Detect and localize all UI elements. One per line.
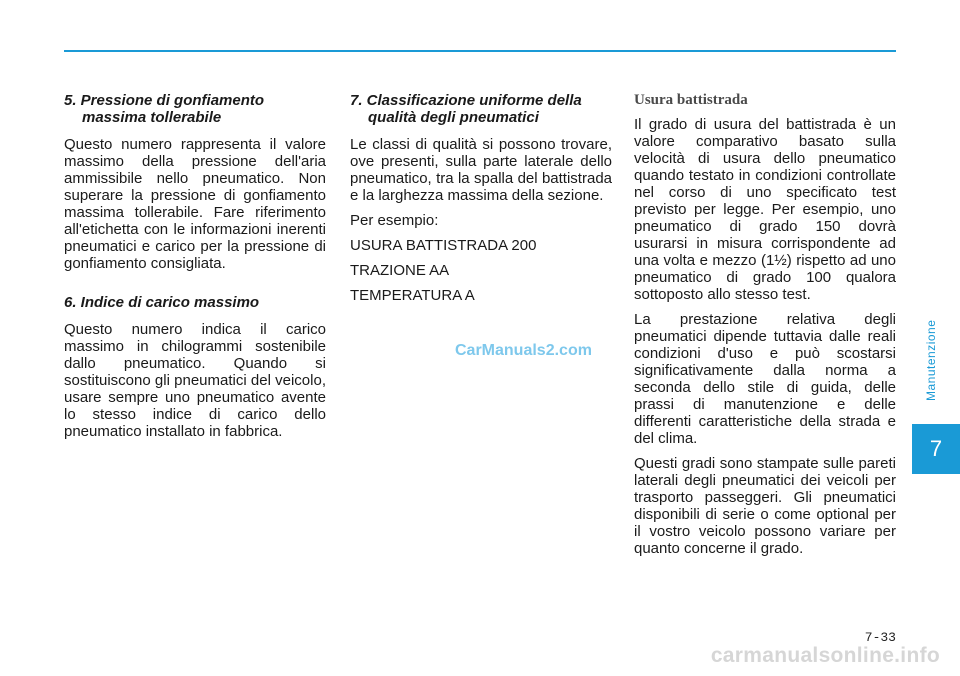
left-column [64,92,326,448]
example-traction: TRAZIONE AA [350,262,450,279]
example-temperature: TEMPERATURA A [350,287,475,304]
watermark-link[interactable]: CarManuals2.com [455,342,592,359]
text-treadwear-2: La prestazione relativa degli pneumatici dipende tuttavia dalle reali condizioni d'uso e può scostarsi significativamente dalla norma a seconda dello stile di guida, delle prassi di manutenzione e delle differenti caratteristiche della strada e del clima. [634,311,896,447]
text-quality-grading: Le classi di qualità si possono trovare, ove presenti, sulla parte laterale dello pneumatico, tra la spalla del battistrada e la larghezza massima della sezione. [350,136,612,204]
example-intro: Per esempio: [350,212,439,229]
right-column [634,92,896,565]
example-treadwear: USURA BATTISTRADA 200 [350,237,537,254]
top-rule [64,50,896,52]
heading-treadwear: Usura battistrada [634,92,748,108]
chapter-side-label: Manutenzione [924,319,938,401]
chapter-number-tab: 7 [912,424,960,474]
heading-max-pressure: 5. Pressione di gonfiamento massima tollerabile [64,92,265,126]
text-load-index: Questo numero indica il carico massimo in chilogrammi sostenibile dallo pneumatico. Quando si sostituiscono gli pneumatici del veicolo, usare sempre uno pneumatico avente lo stesso indice di carico dello pneumatico installato in fabbrica. [64,321,326,440]
text-max-pressure: Questo numero rappresenta il valore massimo della pressione dell'aria ammissibile nello pneumatico. Non superare la pressione di gonfiamento massima tollerabile. Fare riferimento all'etichetta con le informazioni inerenti pneumatici e carico per la pressione di gonfiamento consigliata. [64,136,326,272]
heading-load-index: 6. Indice di carico massimo [64,294,260,311]
heading-quality-grading: 7. Classificazione uniforme della qualità degli pneumatici [350,92,582,126]
footer-site-watermark[interactable]: carmanualsonline.info [710,644,940,667]
text-treadwear-1: Il grado di usura del battistrada è un valore comparativo basato sulla velocità di usura dello pneumatico quando testato in condizioni controllate nel corso di uno specificato test previsto per legge. Per esempio, uno pneumatico di grado 150 dovrà usurarsi in misura corrispondente ad una volta e mezzo (1½) rispetto ad uno pneumatico di grado 100 qualora sottoposto allo stesso test. [634,116,896,303]
middle-column [350,92,612,312]
page-number: 7-33 [864,630,896,645]
text-treadwear-3: Questi gradi sono stampate sulle pareti laterali degli pneumatici dei veicoli per trasporto passeggeri. Gli pneumatici disponibili di serie o come optional per il vostro veicolo possono variare per quanto concerne il grado. [634,455,896,557]
